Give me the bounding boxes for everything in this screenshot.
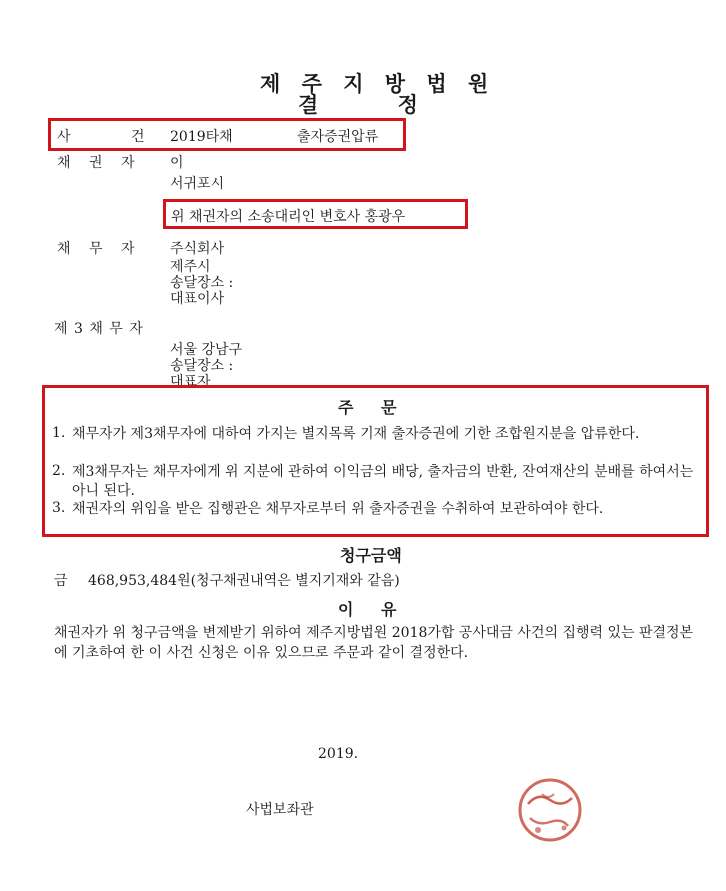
- creditor-name: 이: [170, 155, 184, 171]
- order-item-2-text: 제3채무자는 채무자에게 위 지분에 관하여 이익금의 배당, 출자금의 반환, 잔여재산의 분배를 하여서는 아니 된다.: [72, 464, 694, 499]
- order-item-1-number: 1.: [52, 425, 66, 441]
- debtor-label: 채 무 자: [57, 241, 135, 257]
- claim-label: 금: [54, 573, 68, 589]
- order-heading: 주 문: [338, 398, 397, 417]
- debtor-address: 제주시: [170, 259, 211, 275]
- court-name: 제 주 지 방 법 원: [260, 72, 489, 96]
- official-title: 사법보좌관: [246, 802, 314, 818]
- document-type: 결 정: [298, 93, 418, 117]
- third-debtor-representative: 대표자: [170, 374, 211, 390]
- creditor-agent: 위 채권자의 소송대리인 변호사 홍광우: [171, 209, 406, 225]
- order-item-3-number: 3.: [52, 500, 66, 516]
- debtor-name: 주식회사: [170, 241, 225, 257]
- claim-amount: 468,953,484원(청구채권내역은 별지기재와 같음): [88, 573, 400, 589]
- debtor-representative: 대표이사: [170, 291, 225, 307]
- document-date: 2019.: [318, 746, 359, 762]
- case-title: 출자증권압류: [297, 129, 379, 145]
- creditor-label: 채 권 자: [57, 155, 135, 171]
- third-debtor-service: 송달장소 :: [170, 358, 234, 374]
- order-item-3-text: 채권자의 위임을 받은 집행관은 채무자로부터 위 출자증권을 수취하여 보관하여야 한다.: [72, 501, 604, 517]
- reason-text: 채권자가 위 청구금액을 변제받기 위하여 제주지방법원 2018가합 공사대금 사건의 집행력 있는 판결정본에 기초하여 한 이 사건 신청은 이유 있으므로 주문과 같이 결정한다.: [54, 625, 694, 661]
- reason-heading: 이 유: [338, 600, 397, 619]
- official-seal: [506, 774, 598, 844]
- case-number: 2019타채: [170, 129, 233, 145]
- debtor-service: 송달장소 :: [170, 275, 234, 291]
- creditor-address: 서귀포시: [170, 176, 225, 192]
- claim-heading: 청구금액: [340, 546, 402, 565]
- case-label: 사 건: [57, 129, 145, 145]
- third-debtor-label: 제 3 채 무 자: [54, 321, 143, 337]
- third-debtor-address: 서울 강남구: [170, 342, 243, 358]
- order-item-1-text: 채무자가 제3채무자에 대하여 가지는 별지목록 기재 출자증권에 기한 조합원지분을 압류한다.: [72, 426, 640, 442]
- order-item-2-number: 2.: [52, 463, 66, 479]
- seal-icon: [506, 774, 598, 844]
